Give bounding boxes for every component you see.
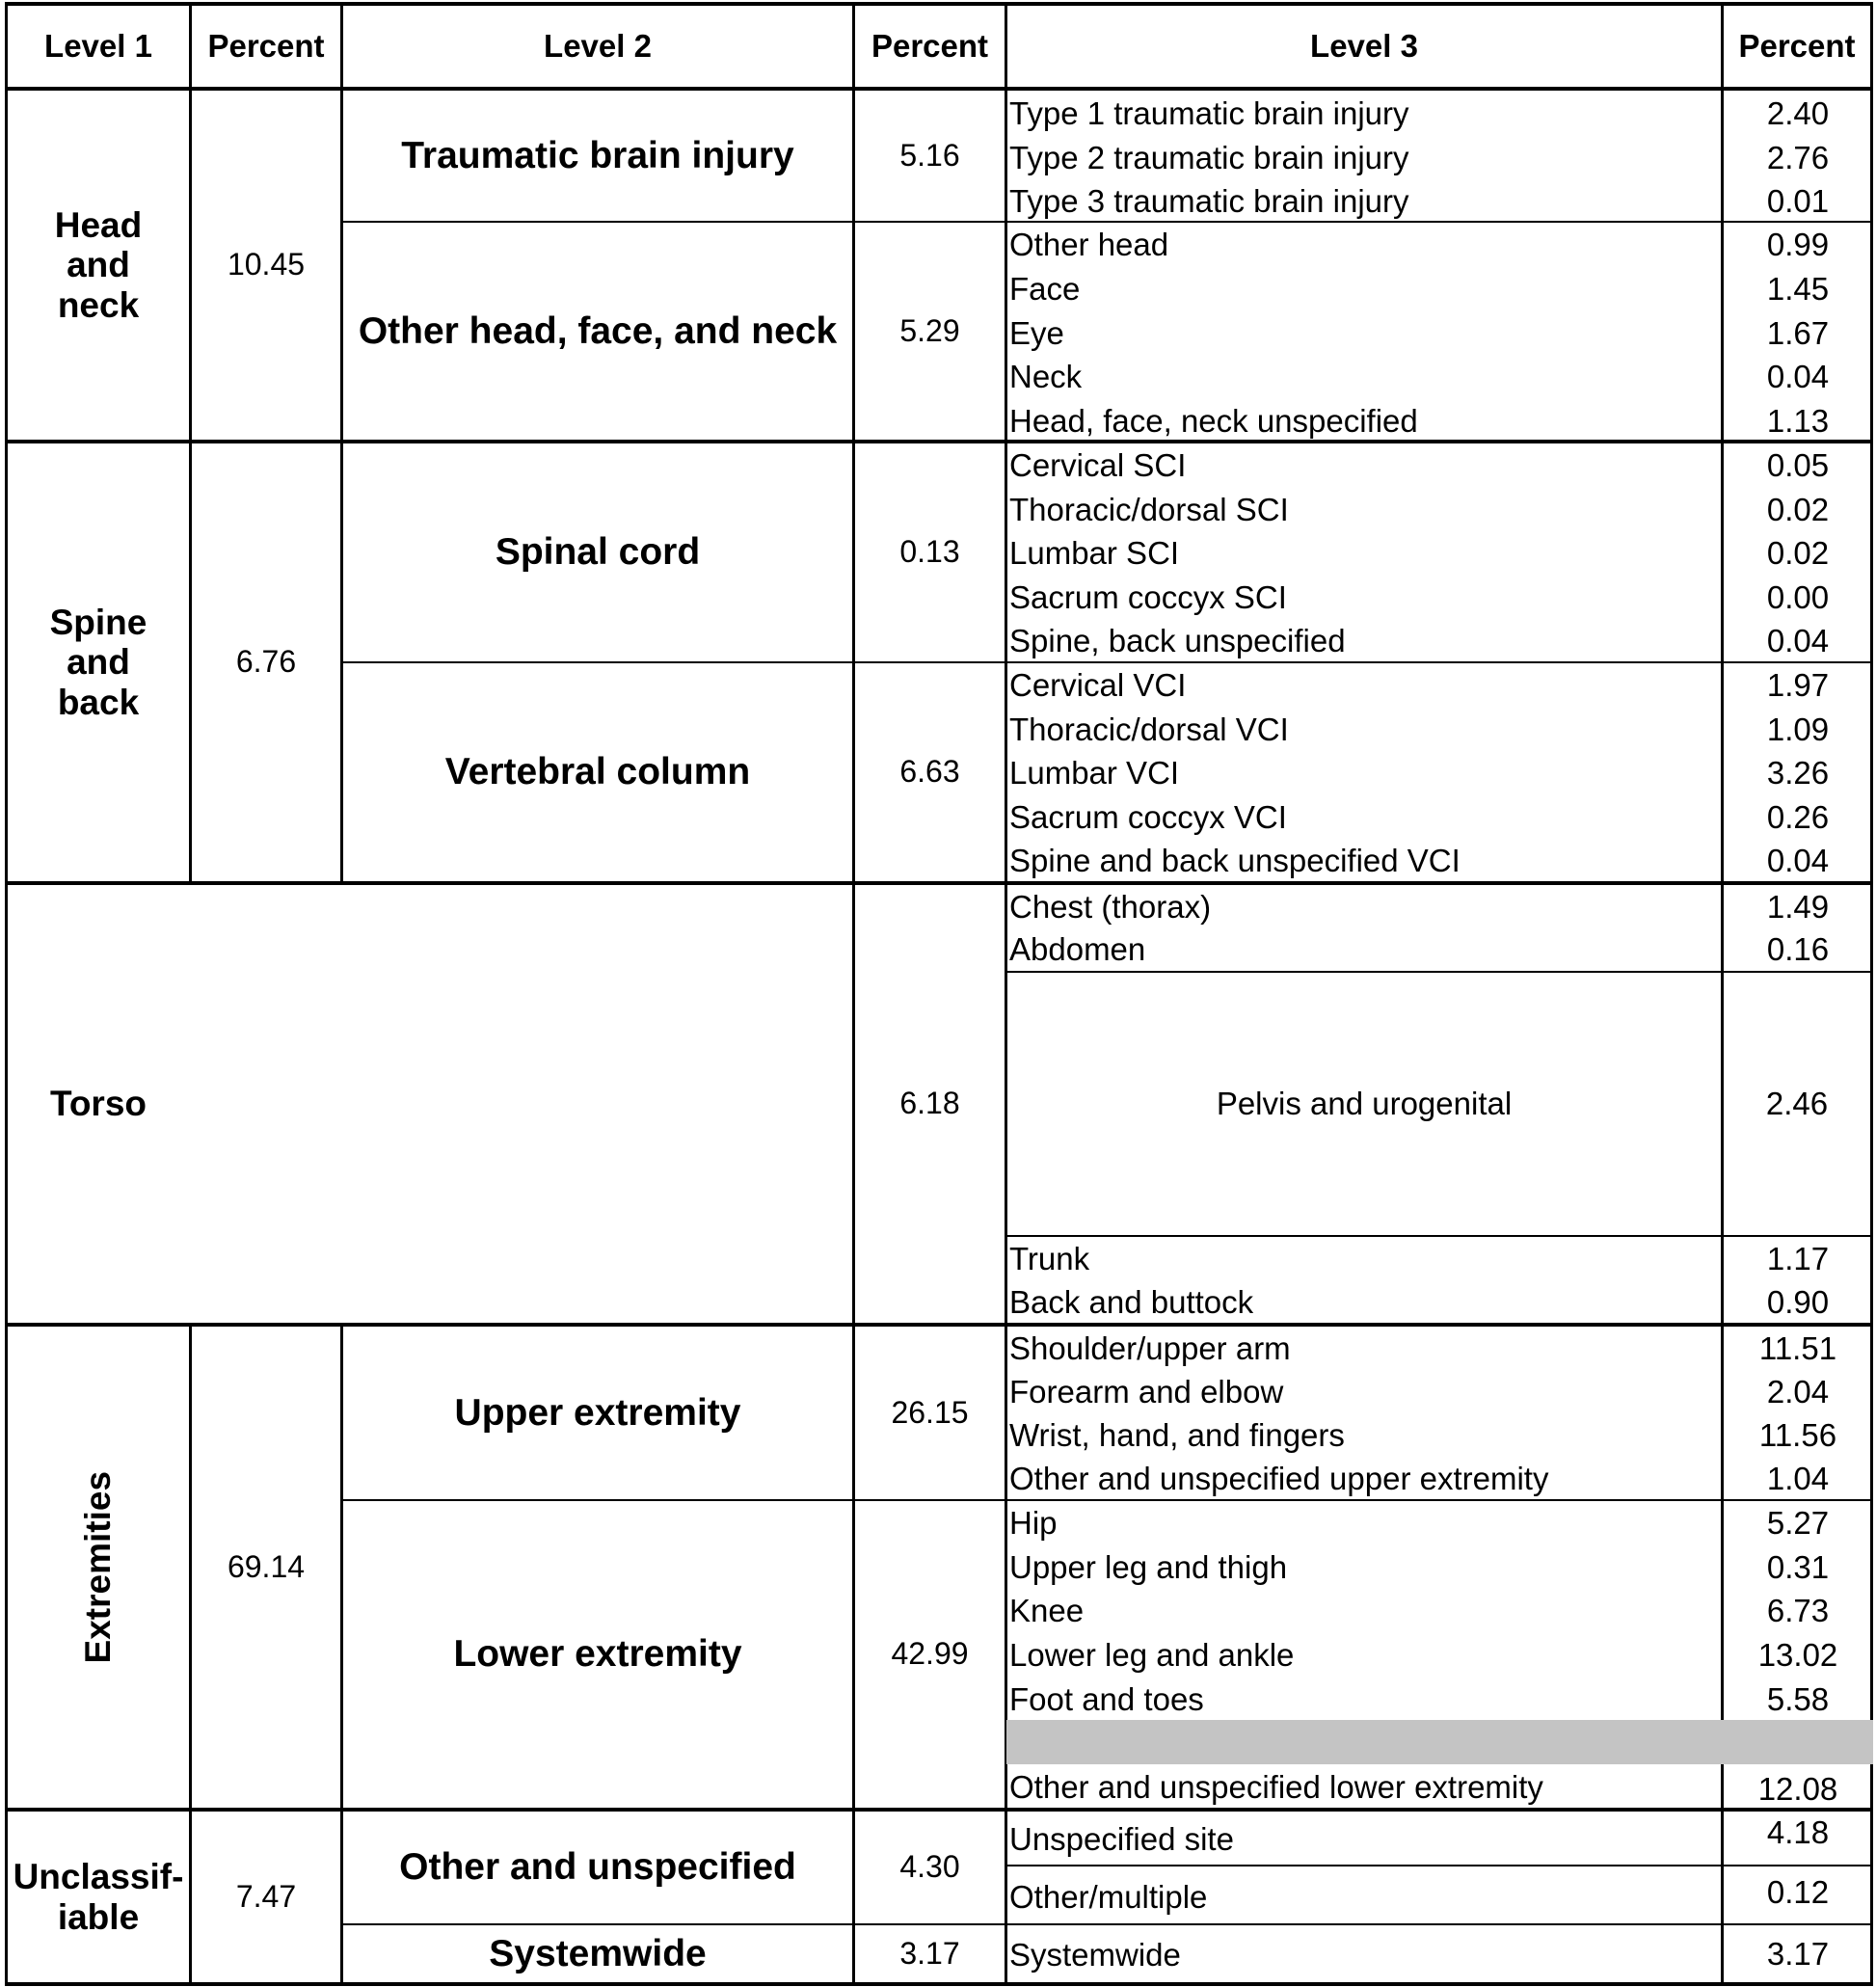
- level3-percent: 0.04: [1766, 359, 1830, 394]
- level3-percent: 0.02: [1766, 535, 1830, 571]
- row-divider: [1006, 1865, 1873, 1866]
- level3-label: Chest (thorax): [1009, 889, 1212, 925]
- level3-percent: 2.46: [1765, 1085, 1829, 1121]
- level3-label: Face: [1009, 271, 1081, 307]
- level3-label: Cervical SCI: [1009, 447, 1187, 483]
- level3-label: Systemwide: [1009, 1937, 1181, 1973]
- level3-label: Other head: [1009, 227, 1169, 262]
- level3-label: Pelvis and urogenital: [1216, 1085, 1513, 1121]
- level1-head-neck: Head and neck: [54, 204, 143, 325]
- level1-spine-back-percent: 6.76: [235, 644, 297, 680]
- level3-percent: 6.73: [1766, 1593, 1830, 1628]
- level3-label: Other/multiple: [1009, 1879, 1208, 1915]
- level3-label: Other and unspecified lower extremity: [1009, 1769, 1543, 1805]
- level3-label: Type 1 traumatic brain injury: [1009, 95, 1409, 131]
- level1-head-neck-percent: 10.45: [227, 247, 306, 282]
- level3-percent: 0.01: [1766, 183, 1830, 219]
- level1-torso-percent: 6.18: [899, 1086, 960, 1121]
- level3-label: Foot and toes: [1009, 1681, 1204, 1717]
- level2-lower-ext-percent: 42.99: [891, 1636, 969, 1672]
- level3-label: Sacrum coccyx VCI: [1009, 799, 1287, 835]
- level3-percent: 0.26: [1766, 799, 1830, 835]
- level2-other-head-percent: 5.29: [899, 312, 960, 348]
- level3-label: Unspecified site: [1009, 1821, 1234, 1857]
- level3-label: Spine and back unspecified VCI: [1009, 843, 1461, 878]
- level3-percent: 3.26: [1766, 755, 1830, 791]
- table-border-bottom: [5, 1982, 1873, 1986]
- level3-percent: 2.76: [1766, 140, 1830, 175]
- level3-percent: 0.00: [1766, 579, 1830, 615]
- level2-vertebral-percent: 6.63: [899, 754, 960, 790]
- level3-percent: 13.02: [1757, 1637, 1838, 1673]
- level3-percent: 12.08: [1757, 1771, 1838, 1807]
- level2-lower-ext: Lower extremity: [453, 1633, 742, 1676]
- level3-label: Neck: [1009, 359, 1083, 394]
- level2-other-unspec-percent: 4.30: [899, 1849, 960, 1885]
- header-percent2: Percent: [871, 27, 989, 64]
- level1-torso: Torso: [49, 1084, 147, 1124]
- level2-tbi-percent: 5.16: [899, 137, 960, 173]
- level3-percent: 1.04: [1766, 1461, 1830, 1496]
- level3-label: Shoulder/upper arm: [1009, 1330, 1291, 1366]
- level3-percent: 5.58: [1766, 1681, 1830, 1717]
- level1-unclassifiable: Unclassif- iable: [13, 1857, 184, 1937]
- level3-percent: 0.16: [1766, 931, 1830, 967]
- level3-percent: 11.51: [1758, 1330, 1837, 1366]
- level3-label: Back and buttock: [1009, 1284, 1254, 1320]
- level3-label: Sacrum coccyx SCI: [1009, 579, 1287, 615]
- level3-percent: 5.27: [1766, 1505, 1830, 1541]
- header-percent1: Percent: [207, 27, 325, 64]
- level3-label: Type 2 traumatic brain injury: [1009, 140, 1409, 175]
- level3-percent: 1.67: [1766, 315, 1830, 351]
- level3-label: Forearm and elbow: [1009, 1374, 1284, 1410]
- level1-extremities-percent: 69.14: [227, 1548, 306, 1584]
- level3-label: Type 3 traumatic brain injury: [1009, 183, 1409, 219]
- level1-extremities-cell: [8, 1327, 189, 1808]
- level2-spinal-cord-percent: 0.13: [899, 534, 960, 570]
- level3-percent: 0.02: [1766, 492, 1830, 527]
- level2-spinal-cord: Spinal cord: [495, 531, 701, 574]
- level3-percent: 1.45: [1766, 271, 1830, 307]
- level1-unclassifiable-percent: 7.47: [235, 1878, 297, 1914]
- level3-percent: 0.12: [1766, 1874, 1830, 1910]
- level3-label: Upper leg and thigh: [1009, 1549, 1288, 1585]
- header-level1: Level 1: [44, 27, 152, 64]
- level2-tbi: Traumatic brain injury: [401, 134, 794, 176]
- level3-label: Trunk: [1009, 1241, 1090, 1276]
- level2-systemwide: Systemwide: [489, 1932, 707, 1974]
- level2-systemwide-percent: 3.17: [899, 1935, 960, 1971]
- level3-label: Thoracic/dorsal SCI: [1009, 492, 1289, 527]
- level3-percent: 1.49: [1766, 889, 1830, 925]
- level3-label: Other and unspecified upper extremity: [1009, 1461, 1549, 1496]
- level3-label: Spine, back unspecified: [1009, 623, 1346, 658]
- header-level3: Level 3: [1310, 27, 1418, 64]
- level3-label: Thoracic/dorsal VCI: [1009, 712, 1289, 747]
- level3-label: Wrist, hand, and fingers: [1009, 1417, 1345, 1453]
- level3-percent: 1.17: [1766, 1241, 1830, 1276]
- level2-upper-ext-percent: 26.15: [891, 1394, 969, 1430]
- level3-percent: 2.40: [1766, 95, 1830, 131]
- level3-percent: 2.04: [1766, 1374, 1830, 1410]
- level3-label: Lumbar VCI: [1009, 755, 1180, 791]
- level1-extremities: Extremities: [78, 1470, 119, 1664]
- level2-vertebral: Vertebral column: [444, 751, 751, 793]
- level3-label: Knee: [1009, 1593, 1085, 1628]
- level3-label: Lumbar SCI: [1009, 535, 1180, 571]
- header-percent3: Percent: [1738, 27, 1856, 64]
- level3-label: Eye: [1009, 315, 1064, 351]
- level3-label: Abdomen: [1009, 931, 1146, 967]
- level3-percent: 1.09: [1766, 712, 1830, 747]
- level2-other-unspec: Other and unspecified: [399, 1846, 796, 1889]
- level3-percent: 3.17: [1766, 1936, 1830, 1972]
- level3-percent: 1.97: [1766, 667, 1830, 703]
- level2-other-head: Other head, face, and neck: [358, 309, 838, 352]
- level3-percent: 0.90: [1766, 1284, 1830, 1320]
- level1-spine-back: Spine and back: [49, 602, 147, 722]
- level3-label: Head, face, neck unspecified: [1009, 403, 1418, 439]
- level3-percent: 0.05: [1766, 447, 1830, 483]
- level3-percent: 0.04: [1766, 623, 1830, 658]
- level2-upper-ext: Upper extremity: [454, 1391, 741, 1434]
- header-level2: Level 2: [544, 27, 652, 64]
- level3-percent: 11.56: [1758, 1417, 1837, 1453]
- level3-label: Cervical VCI: [1009, 667, 1187, 703]
- level3-percent: 0.99: [1766, 227, 1830, 262]
- level3-percent: 4.18: [1766, 1814, 1830, 1850]
- level3-label: Lower leg and ankle: [1009, 1637, 1295, 1673]
- level3-percent: 0.31: [1766, 1549, 1830, 1585]
- level3-percent: 1.13: [1766, 403, 1830, 439]
- level3-label: Hip: [1009, 1505, 1058, 1541]
- empty-shaded-row: [1006, 1720, 1873, 1764]
- level3-percent: 0.04: [1766, 843, 1830, 878]
